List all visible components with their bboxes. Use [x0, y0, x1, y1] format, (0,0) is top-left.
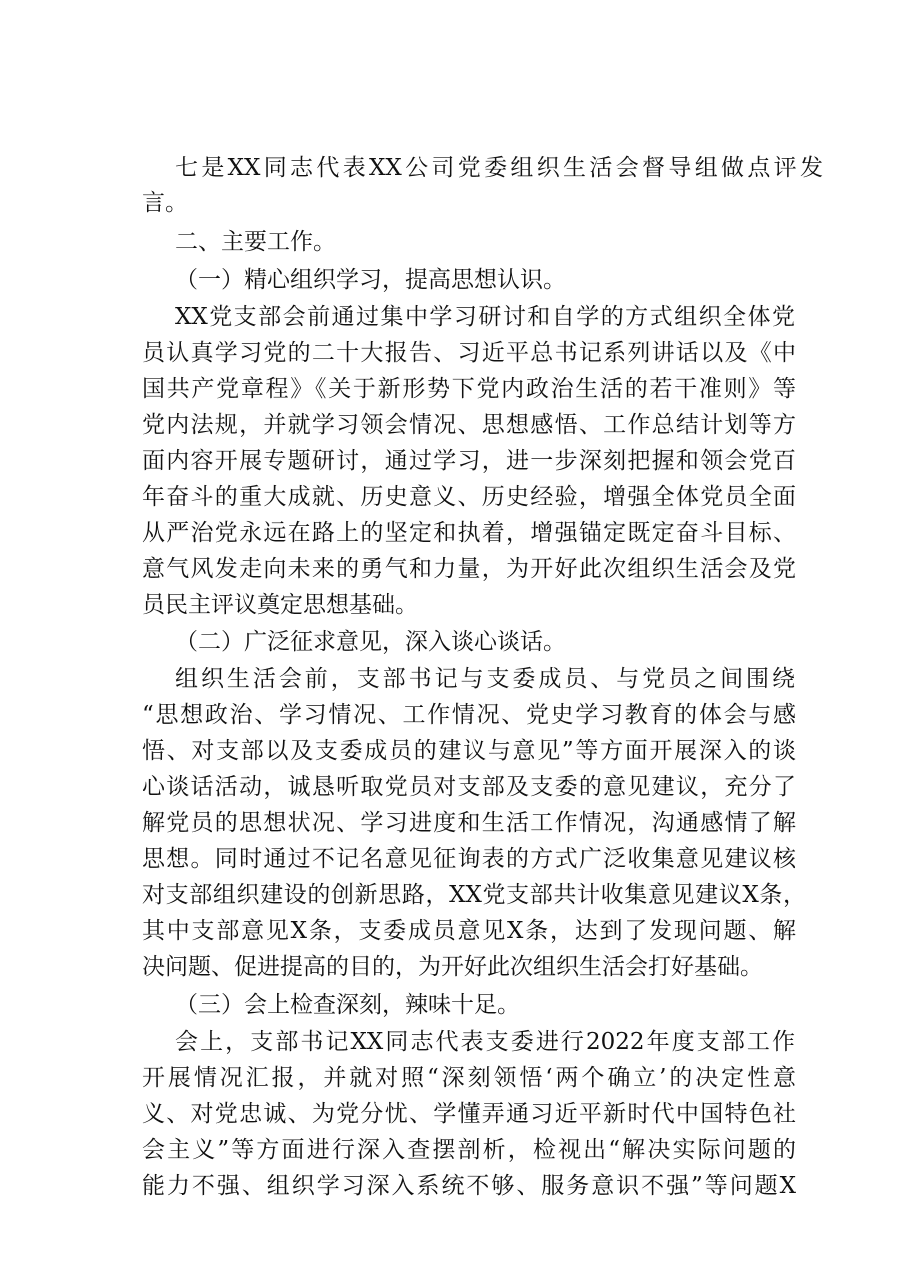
text-line: 七是XX同志代表XX公司党委组织生活会督导组做点评发 — [175, 155, 823, 181]
text-line: 面内容开展专题研讨，通过学习，进一步深刻把握和领会党百 — [142, 448, 796, 474]
text-line: 义、对党忠诚、为党分忧、学懂弄通习近平新时代中国特色社 — [142, 1101, 796, 1127]
text-line: 员民主评议奠定思想基础。 — [142, 592, 418, 618]
text-line: 会主义”等方面进行深入查摆剖析，检视出“解决实际问题的 — [142, 1137, 796, 1163]
text-line: 年奋斗的重大成就、历史意义、历史经验，增强全体党员全面 — [142, 484, 796, 510]
subsection-heading: （一）精心组织学习，提高思想认识。 — [175, 267, 566, 293]
section-heading: 二、主要工作。 — [175, 229, 336, 255]
text-line: XX党支部会前通过集中学习研讨和自学的方式组织全体党 — [175, 304, 795, 330]
text-line: 组织生活会前，支部书记与支委成员、与党员之间围绕 — [175, 666, 795, 692]
text-line: 员认真学习党的二十大报告、习近平总书记系列讲话以及《中 — [142, 340, 796, 366]
text-line: 对支部组织建设的创新思路，XX党支部共计收集意见建议X条， — [142, 882, 806, 908]
text-line: 言。 — [142, 190, 188, 216]
text-line: 解党员的思想状况、学习进度和生活工作情况，沟通感情了解 — [142, 810, 796, 836]
subsection-heading: （三）会上检查深刻，辣味十足。 — [175, 992, 520, 1018]
text-line: 思想。同时通过不记名意见征询表的方式广泛收集意见建议核 — [142, 846, 796, 872]
text-line: 从严治党永远在路上的坚定和执着，增强锚定既定奋斗目标、 — [142, 520, 796, 546]
text-line: 悟、对支部以及支委成员的建议与意见”等方面开展深入的谈 — [142, 738, 796, 764]
text-line: 国共产党章程》《关于新形势下党内政治生活的若干准则》等 — [142, 376, 796, 402]
text-line: “思想政治、学习情况、工作情况、党史学习教育的体会与感 — [142, 702, 796, 728]
subsection-heading: （二）广泛征求意见，深入谈心谈话。 — [175, 629, 566, 655]
text-line: 能力不强、组织学习深入系统不够、服务意识不强”等问题X — [142, 1173, 796, 1199]
text-line: 党内法规，并就学习领会情况、思想感悟、工作总结计划等方 — [142, 412, 796, 438]
text-line: 其中支部意见X条，支委成员意见X条，达到了发现问题、解 — [142, 918, 796, 944]
text-line: 意气风发走向未来的勇气和力量，为开好此次组织生活会及党 — [142, 556, 796, 582]
text-line: 会上，支部书记XX同志代表支委进行2022年度支部工作 — [175, 1029, 795, 1055]
text-line: 心谈话活动，诚恳听取党员对支部及支委的意见建议，充分了 — [142, 774, 796, 800]
text-line: 开展情况汇报，并就对照“深刻领悟‘两个确立’的决定性意 — [142, 1065, 796, 1091]
text-line: 决问题、促进提高的目的，为开好此次组织生活会打好基础。 — [142, 954, 763, 980]
